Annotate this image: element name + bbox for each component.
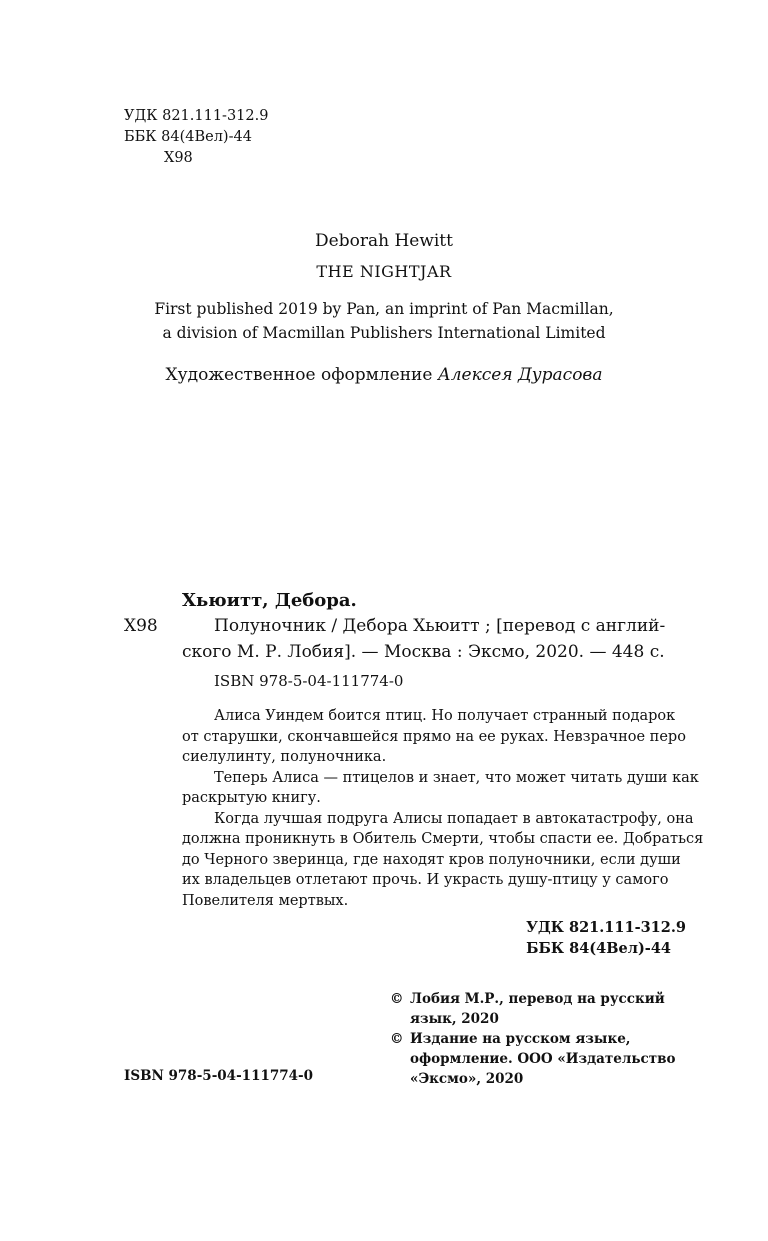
annotation-line: Когда лучшая подруга Алисы попадает в автокатастрофу, она (214, 810, 694, 827)
isbn-bottom: ISBN 978-5-04-111774-0 (124, 1068, 314, 1084)
publication-info-line: a division of Macmillan Publishers International Limited (162, 324, 606, 342)
copyright-line: Лобия М.Р., перевод на русский (410, 991, 665, 1007)
annotation (182, 706, 704, 911)
annotation-line: Теперь Алиса — птицелов и знает, что может читать души как (214, 769, 699, 786)
catalog-card-author-mark: Х98 (124, 616, 158, 636)
description-line: Полуночник / Дебора Хьюитт ; [перевод с англий- (214, 616, 666, 636)
copyright-block (390, 989, 690, 1089)
description-line: ского М. Р. Лобия]. — Москва : Эксмо, 2020. — 448 с. (182, 642, 665, 662)
bbk-code: ББК 84(4Вел)-44 (124, 129, 252, 145)
author-mark: Х98 (164, 150, 193, 166)
annotation-line: раскрытую книгу. (182, 790, 321, 806)
copyright-line: «Эксмо», 2020 (410, 1071, 524, 1087)
design-credit-label: Художественное оформление (165, 365, 433, 385)
annotation-line: от старушки, скончавшейся прямо на ее руках. Невзрачное перо (182, 728, 686, 745)
copyright-item (390, 1029, 690, 1089)
udk-code: УДК 821.111-312.9 (526, 919, 686, 936)
copyright-item (390, 989, 690, 1029)
annotation-line: сиелулинту, полуночника. (182, 749, 387, 765)
udk-code: УДК 821.111-312.9 (124, 108, 269, 124)
annotation-line: должна проникнуть в Обитель Смерти, чтобы спасти ее. Добраться (182, 831, 704, 847)
annotation-line: Алиса Уиндем боится птиц. Но получает странный подарок (214, 708, 676, 724)
original-author: Deborah Hewitt (315, 231, 453, 251)
publication-info (0, 297, 768, 345)
copyright-line: язык, 2020 (410, 1011, 499, 1027)
catalog-card-isbn: ISBN 978-5-04-111774-0 (214, 672, 404, 690)
bbk-code: ББК 84(4Вел)-44 (526, 940, 672, 957)
copyright-line: Издание на русском языке, (410, 1031, 631, 1047)
bottom-classification-codes (526, 917, 686, 959)
annotation-line: до Черного зверинца, где находят кров полуночники, если души (182, 851, 681, 868)
annotation-line: Повелителя мертвых. (182, 892, 349, 909)
copyright-icon: © (390, 991, 404, 1007)
design-credit-name: Алексея Дурасова (437, 365, 603, 385)
top-classification-codes (124, 106, 268, 169)
catalog-card-heading: Хьюитт, Дебора. (182, 590, 357, 611)
publication-info-line: First published 2019 by Pan, an imprint of Pan Macmillan, (154, 300, 614, 318)
design-credit (0, 362, 768, 388)
copyright-line: оформление. ООО «Издательство (410, 1051, 676, 1067)
original-title: THE NIGHTJAR (316, 262, 452, 281)
copyright-icon: © (390, 1031, 404, 1047)
annotation-line: их владельцев отлетают прочь. И украсть душу-птицу у самого (182, 872, 669, 888)
catalog-card-description (182, 613, 686, 665)
